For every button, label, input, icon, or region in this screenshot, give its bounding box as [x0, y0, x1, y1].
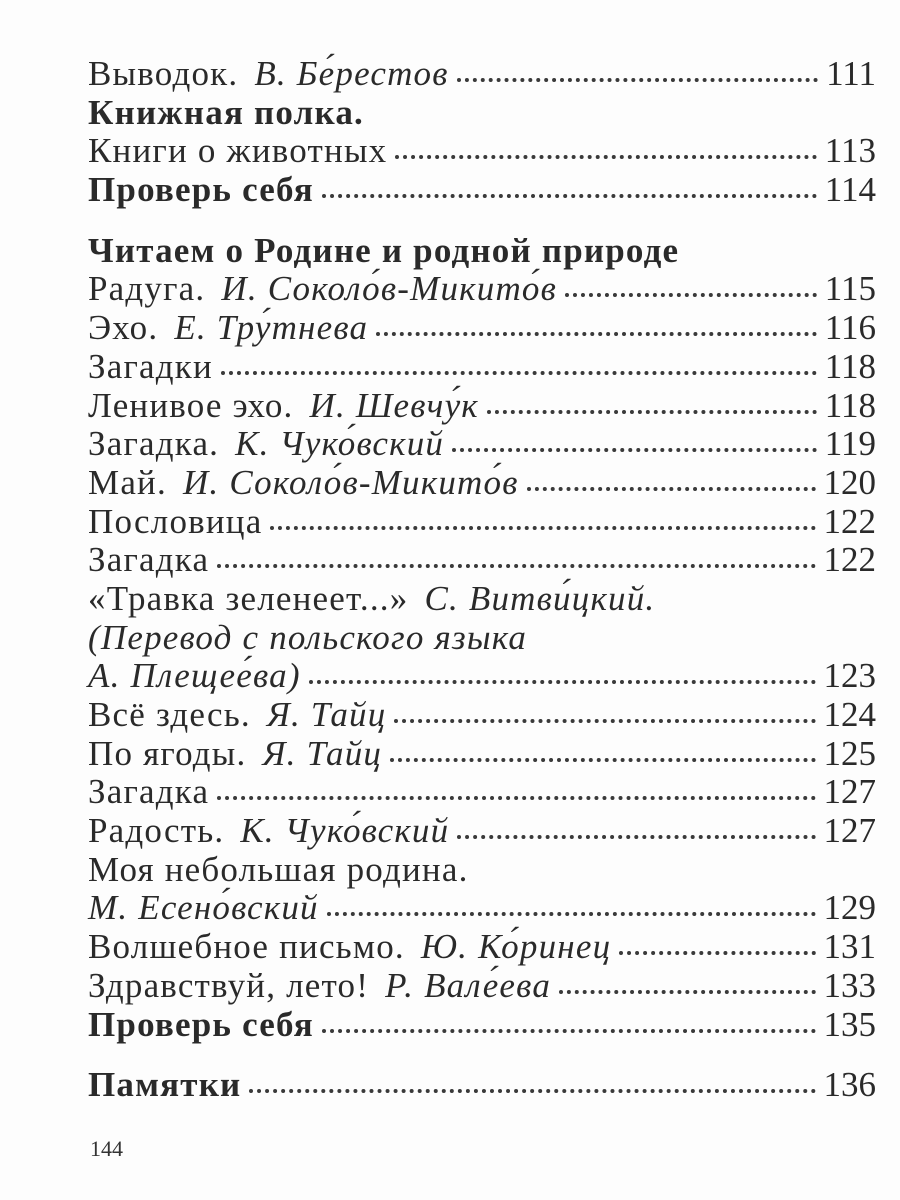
toc-entry — [88, 580, 876, 619]
heading-text: Проверь себя — [88, 1004, 314, 1044]
heading-text: Книжная полка. — [88, 92, 364, 132]
dot-leader — [249, 1089, 815, 1093]
entry-author: Е. Тру́тнева — [174, 308, 369, 348]
dot-leader — [217, 796, 815, 800]
entry-title: Загадка — [88, 772, 210, 812]
toc-entry — [88, 541, 876, 580]
entry-page: 115 — [824, 269, 876, 309]
entry-page: 118 — [824, 385, 876, 425]
dot-leader — [309, 680, 816, 684]
entry-page: 120 — [823, 462, 876, 502]
dot-leader — [270, 526, 815, 530]
toc-entry — [88, 132, 876, 171]
entry-author: Ю. Ко́ринец — [420, 927, 612, 967]
dot-leader — [487, 410, 817, 414]
section-gap — [88, 210, 876, 232]
entry-author: К. Чуко́вский — [240, 811, 450, 851]
dot-leader — [527, 487, 816, 491]
entry-page: 122 — [823, 540, 876, 580]
entry-title: Выводок. — [88, 54, 239, 93]
entry-page: 122 — [823, 501, 876, 541]
entry-title: По ягоды. — [88, 733, 247, 773]
table-of-contents — [88, 55, 876, 1105]
entry-page: 113 — [824, 131, 876, 171]
entry-page: 127 — [823, 772, 876, 812]
section-heading — [88, 232, 876, 271]
entry-page: 123 — [823, 656, 876, 696]
entry-page: 111 — [826, 54, 876, 93]
dot-leader — [452, 448, 817, 452]
toc-entry — [88, 735, 876, 774]
dot-leader — [322, 1029, 816, 1033]
entry-author: М. Есено́вский — [88, 888, 319, 928]
toc-entry — [88, 425, 876, 464]
toc-heading — [88, 94, 876, 133]
entry-author: И. Соколо́в-Микито́в — [221, 269, 558, 309]
entry-page: 125 — [823, 733, 876, 773]
page-number: 144 — [90, 1136, 123, 1161]
dot-leader — [457, 78, 818, 82]
toc-entry — [88, 348, 876, 387]
entry-page: 114 — [824, 170, 876, 210]
entry-page: 136 — [823, 1065, 876, 1105]
entry-title: Здравствуй, лето! — [88, 965, 370, 1005]
toc-heading-entry — [88, 1066, 876, 1105]
entry-page: 131 — [823, 927, 876, 967]
toc-entry — [88, 503, 876, 542]
dot-leader — [376, 332, 817, 336]
entry-title: Ленивое эхо. — [88, 385, 294, 425]
entry-page: 129 — [823, 888, 876, 928]
toc-entry — [88, 309, 876, 348]
toc-entry — [88, 55, 876, 94]
entry-page: 133 — [823, 965, 876, 1005]
toc-heading-entry — [88, 1006, 876, 1045]
toc-entry — [88, 464, 876, 503]
toc-entry — [88, 270, 876, 309]
toc-entry-continuation — [88, 619, 876, 658]
entry-title: Эхо. — [88, 308, 159, 348]
entry-author: (Перевод с польского языка — [88, 617, 528, 657]
dot-leader — [221, 371, 817, 375]
toc-entry — [88, 773, 876, 812]
toc-entry — [88, 387, 876, 426]
entry-author: Р. Вале́ева — [385, 965, 552, 1005]
entry-page: 119 — [824, 424, 876, 464]
toc-entry — [88, 851, 876, 890]
dot-leader — [565, 293, 817, 297]
entry-title: Волшебное письмо. — [88, 927, 405, 967]
entry-title: Загадка. — [88, 424, 220, 464]
dot-leader — [457, 835, 815, 839]
dot-leader — [390, 758, 815, 762]
entry-title: «Травка зеленеет...» — [88, 578, 409, 618]
entry-title: Загадки — [88, 346, 213, 386]
toc-entry — [88, 967, 876, 1006]
entry-author: С. Витви́цкий. — [424, 578, 656, 618]
dot-leader — [395, 155, 816, 159]
entry-title: Пословица — [88, 501, 263, 541]
entry-page: 118 — [824, 346, 876, 386]
entry-page: 135 — [823, 1004, 876, 1044]
dot-leader — [327, 912, 816, 916]
dot-leader — [322, 194, 817, 198]
toc-entry — [88, 812, 876, 851]
dot-leader — [559, 990, 815, 994]
section-title: Читаем о Родине и родной природе — [88, 230, 680, 270]
heading-text: Памятки — [88, 1065, 242, 1105]
entry-author: Я. Тайц — [266, 695, 387, 734]
entry-title: Май. — [88, 462, 167, 502]
entry-page: 124 — [823, 695, 876, 734]
entry-author: В. Бе́рестов — [254, 54, 449, 93]
entry-title: Радуга. — [88, 269, 206, 309]
toc-entry-continuation — [88, 657, 876, 696]
dot-leader — [217, 564, 815, 568]
dot-leader — [619, 951, 815, 955]
entry-author: И. Соколо́в-Микито́в — [182, 462, 519, 502]
entry-author: К. Чуко́вский — [235, 424, 445, 464]
entry-title: Всё здесь. — [88, 695, 251, 734]
entry-author: А. Плещее́ва) — [88, 656, 301, 696]
toc-entry — [88, 928, 876, 967]
entry-title: Книги о животных — [88, 131, 388, 171]
toc-entry-continuation — [88, 889, 876, 928]
toc-entry — [88, 696, 876, 735]
entry-author: И. Шевчу́к — [309, 385, 479, 425]
entry-title: Радость. — [88, 811, 225, 851]
entry-page: 116 — [824, 308, 876, 348]
entry-page: 127 — [823, 811, 876, 851]
heading-text: Проверь себя — [88, 170, 314, 210]
toc-heading-entry — [88, 171, 876, 210]
dot-leader — [394, 719, 815, 723]
section-gap — [88, 1044, 876, 1066]
entry-title: Моя небольшая родина. — [88, 849, 469, 889]
entry-author: Я. Тайц — [262, 733, 383, 773]
entry-title: Загадка — [88, 540, 210, 580]
